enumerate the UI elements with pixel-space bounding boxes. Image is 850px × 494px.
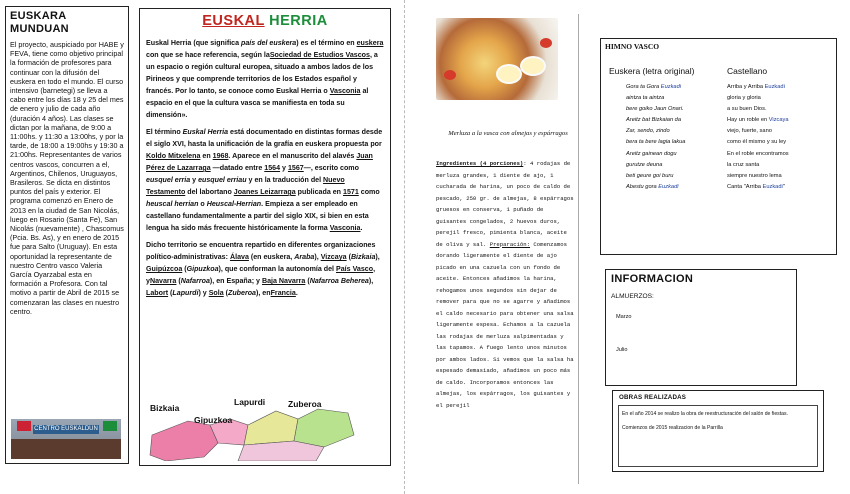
link-vasconia[interactable]: Vasconia bbox=[329, 87, 361, 95]
month-label: Julio bbox=[616, 347, 628, 353]
map-label: Lapurdi bbox=[234, 397, 266, 407]
article-title bbox=[146, 13, 384, 29]
paragraph-2: El término Euskal Herria está documentado en distintas formas desde el siglo XVI, hasta la unificación de la grafía en euskera propuesta por Koldo Mitxelena en 1968. Aparece en el manuscrito del alavés Juan Pérez de Lazarraga —datado entre 1564 y 1567—, escrito como eusquel erria y eusquel erriau y en la traducción del Nuevo Testamento del labortano Joanes Leizarraga publicada en 1571 como heuscal herrian o Heuscal-Herrian. Empieza a ser empleado en castellano fundamentalmente a partir del siglo XIX, si bien en esta lengua ha sido más frecuente históricamente la forma Vasconia. bbox=[146, 128, 383, 232]
verse-line: Arriba y Arriba Euzkadi bbox=[727, 84, 785, 90]
info-title: INFORMACION bbox=[611, 273, 694, 285]
page-fold-divider bbox=[404, 0, 405, 494]
himno-columns bbox=[609, 66, 830, 193]
map-label: Zuberoa bbox=[288, 399, 322, 409]
almuerzos-label: ALMUERZOS: bbox=[611, 293, 654, 300]
panel-title: EUSKARA MUNDUAN bbox=[10, 10, 69, 35]
obras-realizadas-panel bbox=[612, 390, 824, 472]
link-1571[interactable]: 1571 bbox=[343, 188, 359, 196]
link-pais-vasco[interactable]: País Vasco bbox=[336, 265, 374, 273]
verse-line: bera ta bere lagia lakua bbox=[626, 139, 686, 146]
link-1567[interactable]: 1567 bbox=[287, 164, 304, 172]
verse-line: Areitz gainean dogu bbox=[626, 150, 677, 157]
paragraph-1: Euskal Herria (que significa país del euskera) es el término en euskera con que se hace referencia, según laSociedad de Estudios Vascos, a un espacio o región cultural europea, situado a ambos lados de los Pirineos y que comprende territorios de los Estados español y francés. Por lo tanto, se conoce como Euskal Herria o Vasconia al espacio en el que la cultura vasca se manifiesta en toda su dimensión». bbox=[146, 39, 384, 119]
link-vasconia-2[interactable]: Vasconia bbox=[329, 224, 361, 232]
himno-title: HIMNO VASCO bbox=[605, 42, 660, 51]
panel-body: El proyecto, auspiciado por HABE y FEVA, tiene como objetivo principal la formación de profesores para continuar con la difusión del euskera en todo el mundo. El curso intensivo (barnetegi) se lleva a cabo entre los días 18 y 25 del mes de enero y julio de cada año (duración 4 años). Las clases se dictan por la mañana, de 9:00 a 11:00hs. y 11:30 a 13:00hs, y por la tarde, de 18:00 a 19:00hs y 19:30 a 21:00hs. Representantes de varios centros vascos, concurren a el, Argentinos, Chilenos, Uruguayos, Brasileros. Se dicta en distintos puntos del país y exterior. El programa comenzó en Enero de 2013 en la ciudad de San Nicolás, luego en Rosario (Santa Fe), San Nicolás (nuevamente) , Chascomus (Pcia. Bs. As), y en enero de 2015 fue para Salto (Uruguay). En esta oportunidad la representante de nuestro Centro vasco Valeria García Oyarzabal esta en formación a Profesora. Con tal motivo a partir de Abril de 2015 se comenzaran las clases en nuestro centro. bbox=[10, 40, 124, 316]
verse-line: En el roble encontramos bbox=[727, 150, 789, 157]
flag-icon bbox=[103, 421, 117, 431]
paragraph-3: Dicho territorio se encuentra repartido en diferentes organizaciones político-administrativas: Álava (en euskera, Araba), Vizcaya (Bizkaia), Guipúzcoa (Gipuzkoa), que conforman la autonomía del País Vasco, yNavarra (Nafarroa), en España; y Baja Navarra (Nafarroa Beherea), Labort (Lapurdi) y Sola (Zuberoa), enFrancia. bbox=[146, 241, 380, 297]
link-navarra[interactable]: Navarra bbox=[149, 277, 177, 285]
link-baja-navarra[interactable]: Baja Navarra bbox=[261, 277, 306, 285]
verse-line: beti geure goi buru bbox=[626, 172, 674, 179]
verse-line: Hay un roble en Vizcaya bbox=[727, 117, 789, 124]
verse-line: Zar, sendo, zindo bbox=[626, 128, 670, 135]
himno-vasco-panel bbox=[600, 38, 837, 255]
recipe-photo bbox=[436, 18, 558, 100]
photo-sign: CENTRO EUSKALDUN bbox=[34, 426, 98, 432]
title-part-red: EUSKAL bbox=[202, 13, 265, 29]
verse-line: Abestu gora Euzkadi bbox=[626, 183, 679, 190]
link-alava[interactable]: Álava bbox=[229, 253, 249, 261]
informacion-panel bbox=[605, 269, 797, 386]
verse-line: a su buen Dios. bbox=[727, 106, 767, 113]
photo-wall bbox=[11, 439, 121, 459]
tomato-shape bbox=[540, 38, 552, 48]
column-header: Castellano bbox=[727, 66, 768, 76]
euskara-munduan-panel bbox=[5, 6, 129, 464]
egg-shape bbox=[520, 56, 546, 76]
link-1968[interactable]: 1968 bbox=[212, 152, 229, 160]
verse-line: gloria y gloria bbox=[727, 95, 761, 102]
verse-line: Canta "Arriba Euzkadi" bbox=[727, 183, 785, 190]
title-part-green: HERRIA bbox=[269, 13, 328, 29]
link-guipuzcoa[interactable]: Guipúzcoa bbox=[146, 265, 183, 273]
basque-map bbox=[148, 395, 380, 461]
link-mitxelena[interactable]: Koldo Mitxelena bbox=[146, 152, 201, 160]
link-francia[interactable]: Francia bbox=[270, 289, 296, 297]
obra-item: En el año 2014 se realizo la obra de reestructuración del salón de fiestas. bbox=[622, 411, 788, 417]
link-leizarraga[interactable]: Joanes Leizarraga bbox=[233, 188, 296, 196]
tomato-shape bbox=[444, 70, 456, 80]
recipe-caption: Merluza a la vasca con almejas y espárragos bbox=[448, 130, 568, 137]
verse-line: bere goiko Jaun Onari. bbox=[626, 106, 684, 113]
verse-line: la cruz santa bbox=[727, 161, 760, 168]
euskal-herria-panel bbox=[139, 8, 391, 466]
verse-line: gurutze deuna bbox=[626, 161, 663, 168]
obra-item: Comienzos de 2015 realizacion de la Parrilla bbox=[622, 425, 723, 431]
verse-line: viejo, fuerte, sano bbox=[727, 128, 772, 135]
link-sola[interactable]: Sola bbox=[208, 289, 224, 297]
verse-line: siempre nuestro lema bbox=[727, 172, 782, 179]
map-label: Bizkaia bbox=[150, 403, 180, 413]
obras-title: OBRAS REALIZADAS bbox=[619, 394, 687, 401]
verse-line: aintza ta aintza bbox=[626, 95, 665, 102]
column-header: Euskera (letra original) bbox=[609, 66, 695, 76]
link-vizcaya[interactable]: Vizcaya bbox=[320, 253, 347, 261]
link-nuevo-testamento[interactable]: Nuevo Testamento bbox=[146, 176, 345, 196]
verse-line: Areitz bat Bizkaian da bbox=[626, 117, 682, 124]
verse-line: Gora ta Gora Euzkadi bbox=[626, 84, 682, 90]
obras-list bbox=[618, 405, 818, 467]
link-lazarraga[interactable]: Juan Pérez de Lazarraga bbox=[146, 152, 373, 172]
month-label: Marzo bbox=[616, 314, 632, 320]
verse-line: como él mismo y su ley bbox=[727, 139, 787, 146]
recipe-panel bbox=[430, 14, 579, 484]
recipe-text: Ingredientes (4 porciones): 4 rodajas de merluza grandes, 1 diente de ajo, 1 cucharada de harina, un poco de caldo de pescado, 250 gr. de almejas, 8 espárragos gruesos en conserva, 1 puñado de guisantes congelados, 2 huevos duros, perejil fresco, pimienta blanca, aceite de oliva y sal. Preparación: Comenzamos dorando ligeramente el diente de ajo picado en una cazuela con un fondo de aceite. Entonces añadimos la harina, rehogamos unos segundos sin dejar de remover para que no se agarre y añadimos el caldo necesario para obtener una salsa ligeramente espesa. Echamos a la cazuela las rodajas de merluza salpimentadas y las tapamos. A fuego lento unos minutos por ambos lados. Si vemos que la salsa ha espesado demasiado, añadimos un poco más de caldo. Incorporamos entonces las almejas, los espárragos, los guisantes y el perejil bbox=[436, 160, 574, 409]
himno-castellano bbox=[727, 66, 830, 193]
center-photo bbox=[11, 419, 121, 459]
link-sociedad[interactable]: Sociedad de Estudios Vascos bbox=[269, 51, 370, 59]
link-labort[interactable]: Labort bbox=[146, 289, 169, 297]
link-euskera[interactable]: euskera bbox=[356, 39, 384, 47]
egg-shape bbox=[496, 64, 522, 84]
flag-icon bbox=[17, 421, 31, 431]
link-1564[interactable]: 1564 bbox=[264, 164, 281, 172]
himno-euskera bbox=[609, 66, 727, 193]
map-label: Gipuzkoa bbox=[194, 415, 233, 425]
